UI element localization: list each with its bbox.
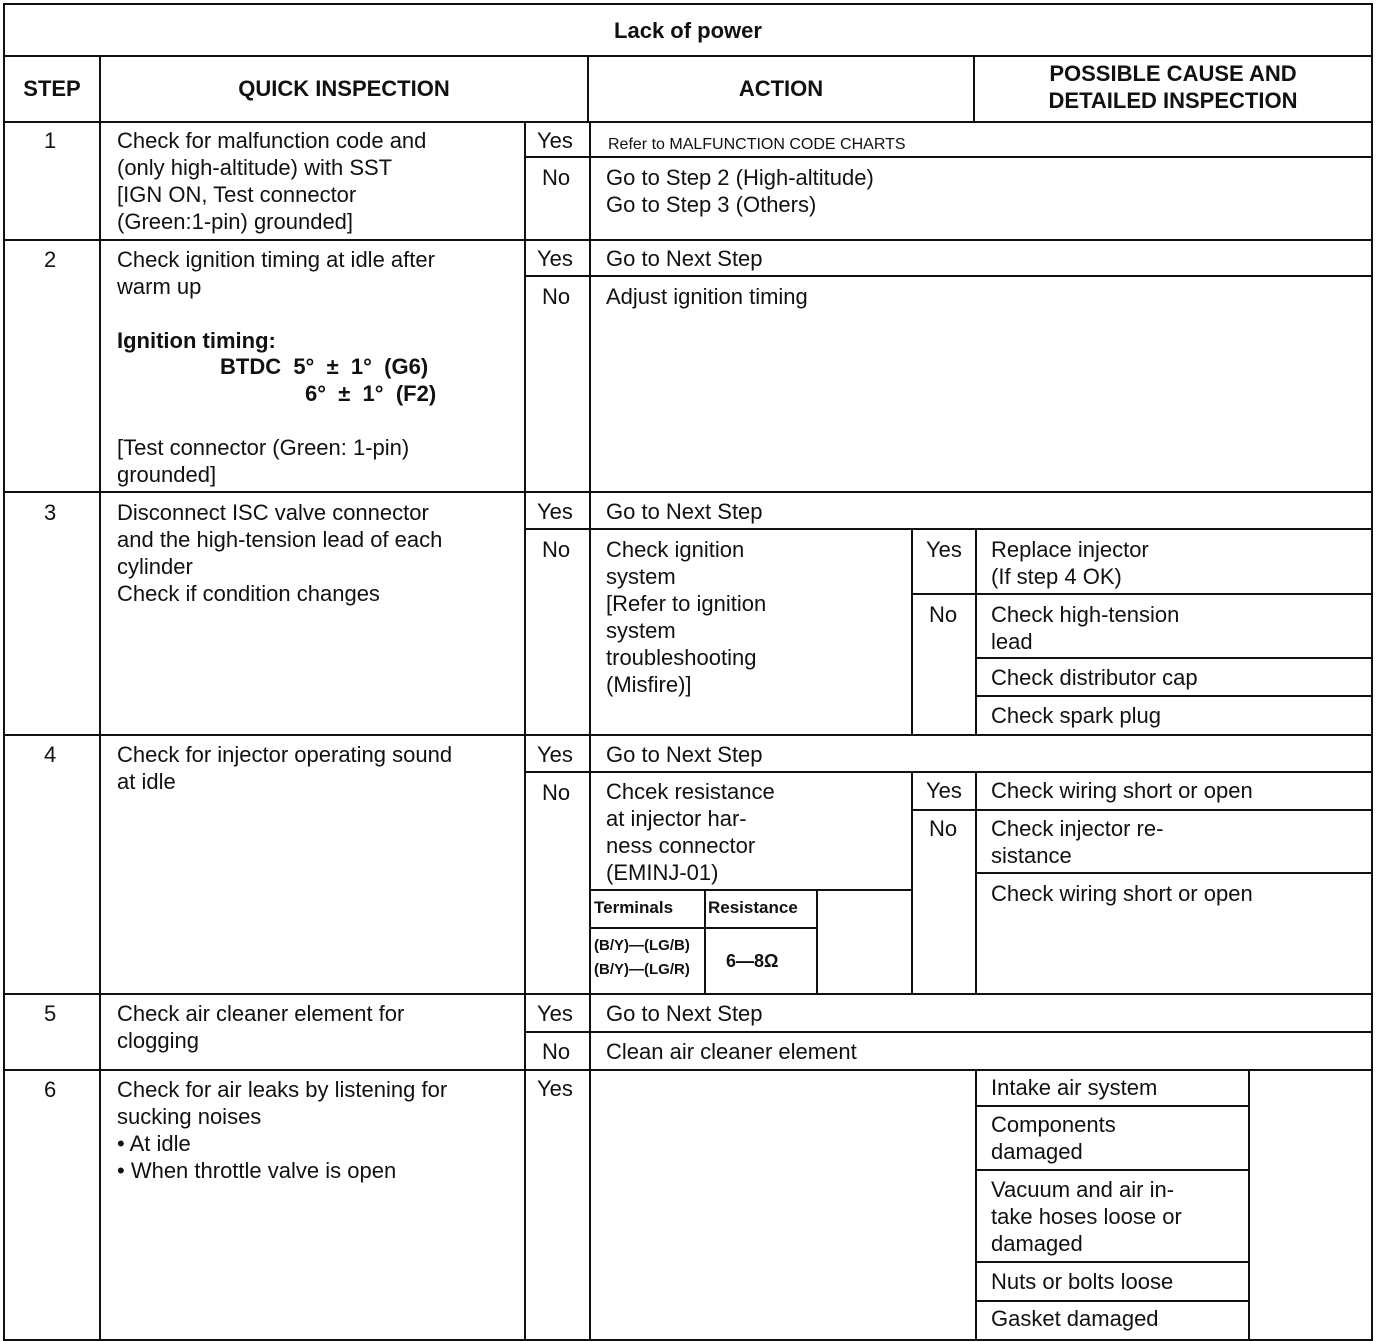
step-note: [Test connector (Green: 1-pin) grounded]: [117, 435, 410, 487]
no-action: Chcek resistance at injector har- ness connector (EMINJ-01): [606, 779, 775, 885]
spec-line: BTDC 5° ± 1° (G6): [220, 354, 429, 379]
sub-no-label: No: [929, 816, 958, 841]
yes-action: Refer to MALFUNCTION CODE CHARTS: [608, 136, 906, 153]
no-action: Check ignition system [Refer to ignition system troubleshooting (Misfire)]: [606, 537, 767, 697]
yes-action: Go to Next Step: [606, 499, 763, 524]
cause-item: Vacuum and air in- take hoses loose or damaged: [991, 1177, 1182, 1256]
step-number: 6: [44, 1077, 57, 1102]
spec-line: 6° ± 1° (F2): [305, 381, 437, 406]
resistance-value: 6—8Ω: [726, 951, 779, 971]
spec-title: Ignition timing:: [117, 328, 276, 353]
header-step: STEP: [23, 76, 81, 101]
yes-label: Yes: [537, 128, 573, 153]
cause-item: Check distributor cap: [991, 665, 1198, 690]
no-label: No: [542, 165, 571, 190]
resistance-table-header: Terminals: [594, 898, 674, 917]
step-number: 5: [44, 1001, 57, 1026]
step-inspection: Disconnect ISC valve connector and the high-tension lead of each cylinder Check if condition changes: [117, 500, 443, 606]
table-title: Lack of power: [614, 18, 762, 43]
step-inspection: Check for malfunction code and (only high-altitude) with SST [IGN ON, Test connector (Green:1-pin) grounded]: [117, 128, 427, 234]
yes-label: Yes: [537, 246, 573, 271]
yes-action: Go to Next Step: [606, 742, 763, 767]
yes-label: Yes: [537, 1001, 573, 1026]
sub-yes-label: Yes: [926, 778, 962, 803]
no-action: Go to Step 2 (High-altitude) Go to Step 3 (Others): [606, 165, 874, 217]
cause-item: Gasket damaged: [991, 1306, 1159, 1331]
no-label: No: [542, 1039, 571, 1064]
cause-item: Check wiring short or open: [991, 881, 1253, 906]
resistance-table-header: Resistance: [708, 898, 798, 917]
step-inspection: Check air cleaner element for clogging: [117, 1001, 405, 1053]
header-possible-cause: POSSIBLE CAUSE AND DETAILED INSPECTION: [1048, 61, 1298, 113]
step-inspection: Check for air leaks by listening for sucking noises • At idle • When throttle valve is open: [117, 1077, 448, 1183]
sub-yes-cause: Replace injector (If step 4 OK): [991, 537, 1149, 589]
cause-item: Check high-tension lead: [991, 602, 1180, 654]
sub-yes-label: Yes: [926, 537, 962, 562]
sub-no-label: No: [929, 602, 958, 627]
cause-item: Check injector re- sistance: [991, 816, 1164, 868]
no-action: Clean air cleaner element: [606, 1039, 857, 1064]
cause-item: Nuts or bolts loose: [991, 1269, 1174, 1294]
yes-action: Go to Next Step: [606, 1001, 763, 1026]
yes-label: Yes: [537, 499, 573, 524]
step-inspection: Check for injector operating sound at idle: [117, 742, 453, 794]
step-number: 4: [44, 742, 57, 767]
step-number: 2: [44, 247, 57, 272]
yes-action: Go to Next Step: [606, 246, 763, 271]
sub-yes-cause: Check wiring short or open: [991, 778, 1253, 803]
cause-item: Components damaged: [991, 1112, 1116, 1164]
yes-label: Yes: [537, 1076, 573, 1101]
no-action: Adjust ignition timing: [606, 284, 808, 309]
no-label: No: [542, 284, 571, 309]
resistance-terminals: (B/Y)—(LG/B) (B/Y)—(LG/R): [594, 937, 690, 978]
no-label: No: [542, 537, 571, 562]
cause-item: Check spark plug: [991, 703, 1161, 728]
header-quick-inspection: QUICK INSPECTION: [238, 76, 450, 101]
header-action: ACTION: [738, 76, 824, 101]
step-number: 1: [44, 128, 57, 153]
step-number: 3: [44, 500, 57, 525]
cause-item: Intake air system: [991, 1075, 1158, 1100]
no-label: No: [542, 780, 571, 805]
step-inspection: Check ignition timing at idle after warm up: [117, 247, 435, 299]
yes-label: Yes: [537, 742, 573, 767]
